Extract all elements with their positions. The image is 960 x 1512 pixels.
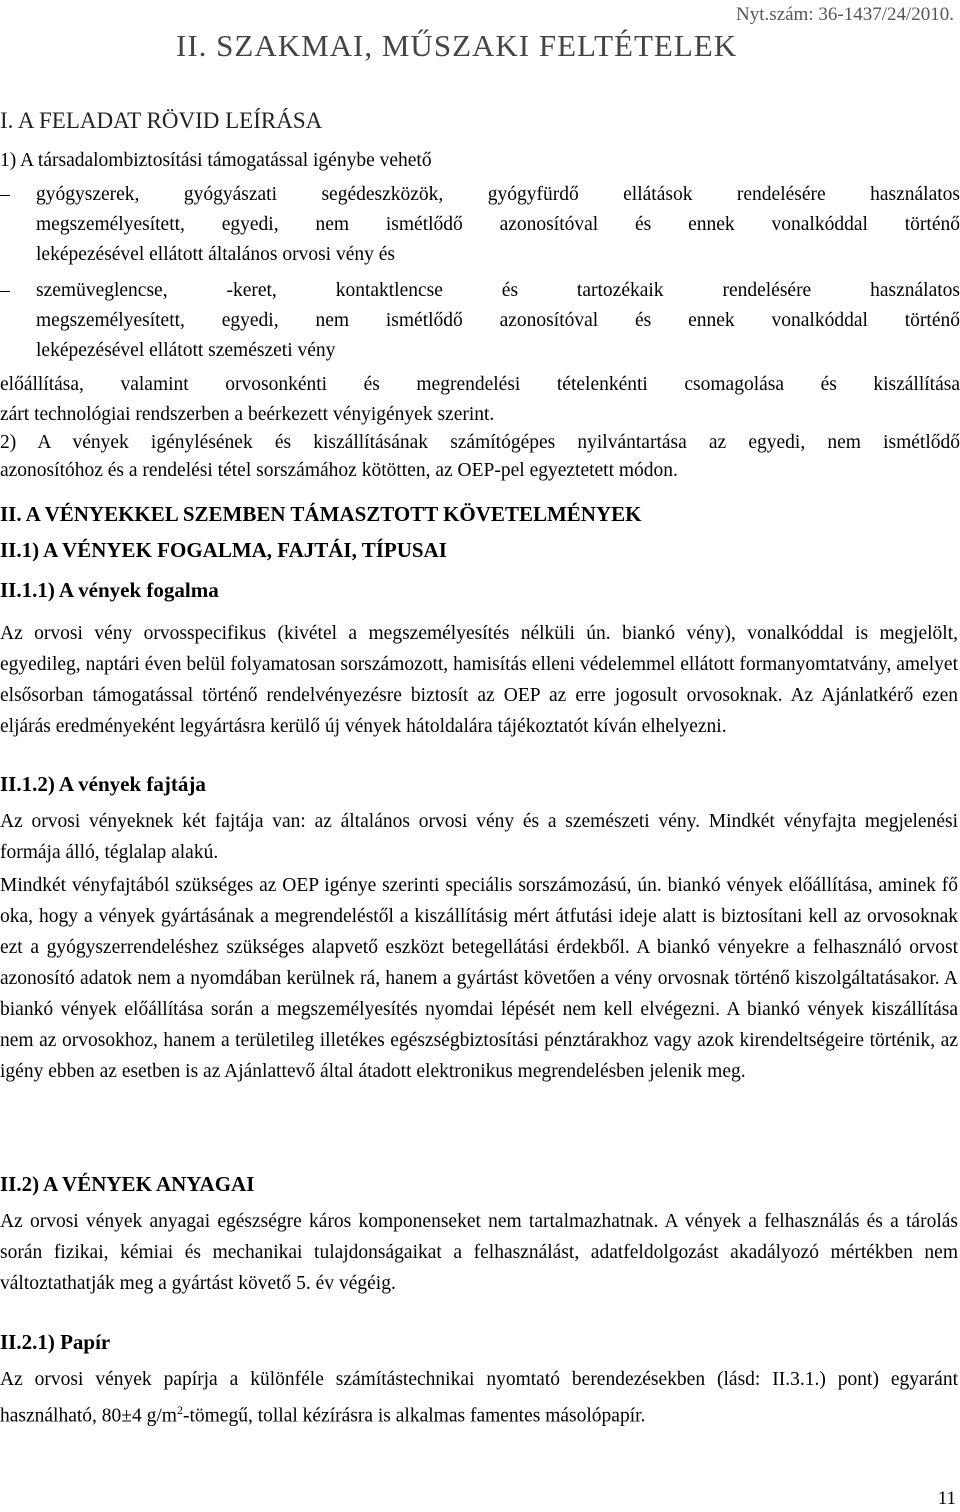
subheading: II.1) A VÉNYEK FOGALMA, FAJTÁI, TÍPUSAI xyxy=(0,538,447,562)
intro-line: 1) A társadalombiztosítási támogatással igénybe vehető xyxy=(0,150,432,171)
paragraph: Az orvosi vények anyagai egészségre káros komponenseket nem tartalmazhatnak. A vények a felhasználás és a tárolás során fizikai, kémiai és mechanikai tulajdonságaikat a felhasználást, adatfeldolgozást akadályozó mértékben nem változtathatják meg a gyártást követő 5. év végéig. xyxy=(0,1211,958,1294)
paragraph: Az orvosi vényeknek két fajtája van: az általános orvosi vény és a szemészeti vény. Mindkét vényfajta megjelenési formája álló, téglalap alakú. xyxy=(0,811,958,863)
paragraph: Az orvosi vény orvosspecifikus (kivétel a megszemélyesítés nélküli ún. biankó vény), vonalkóddal is megjelölt, egyedileg, naptári éven belül folyamatosan sorszámozott, hamisítás elleni védelemmel ellátott formanyomtatvány, amelyet elsősorban támogatással történő rendelvényezésre biztosít az OEP az erre jogosult orvosoknak. Az Ajánlatkérő ezen eljárás eredményeként legyártásra kerülő új vények hátoldalára tájékoztatót kíván elhelyezni. xyxy=(0,623,958,737)
body-line: zárt technológiai rendszerben a beérkezett vényigények szerint. xyxy=(0,404,495,425)
document-title: II. SZAKMAI, MŰSZAKI FELTÉTELEK xyxy=(176,28,738,63)
list-item-line: megszemélyesített, egyedi, nem ismétlődő azonosítóval és ennek vonalkóddal történő xyxy=(36,310,960,331)
subheading: II.2.1) Papír xyxy=(0,1330,111,1354)
list-item-line: szemüveglencse, -keret, kontaktlencse és tartozékaik rendelésére használatos xyxy=(36,280,960,301)
superscript: 2 xyxy=(176,1403,183,1417)
body-line: 2) A vények igénylésének és kiszállításának számítógépes nyilvántartása az egyedi, nem ismétlődő xyxy=(0,432,960,453)
paragraph-text: Az orvosi vények papírja a különféle számítástechnikai nyomtató berendezésekben (lásd: II.3.1.) pont) egyaránt használható, 80±4 g/m xyxy=(0,1369,958,1427)
paragraph-text: -tömegű, tollal kézírásra is alkalmas famentes másolópapír. xyxy=(182,1405,646,1427)
list-item-line: megszemélyesített, egyedi, nem ismétlődő azonosítóval és ennek vonalkóddal történő xyxy=(36,214,960,235)
paragraph: Mindkét vényfajtából szükséges az OEP igénye szerinti speciális sorszámozású, ún. biankó vények előállítása, aminek fő oka, hogy a vények gyártásának a megrendeléstől a kiszállításig mért átfutási ideje alatt is biztosítani kell az orvosoknak ezt a gyógyszerrendeléshez szükséges alapvető eszközt betegellátási érdekből. A biankó vényekre a felhasználó orvost azonosító adatok nem a nyomdában kerülnek rá, hanem a gyártást követően a vény orvosnak történő kiszolgáltatásakor. A biankó vények előállítása során a megszemélyesítés nyomdai lépését nem kell elvégezni. A biankó vények kiszállítása nem az orvosokhoz, hanem a területileg illetékes egészségbiztosítási pénztárakhoz vagy azok kirendeltségeire történik, az igény ebben az esetben is az Ajánlattevő által átadott elektronikus megrendelésben jelenik meg. xyxy=(0,875,958,1082)
list-item-line: leképezésével ellátott szemészeti vény xyxy=(36,340,336,361)
body-line: azonosítóhoz és a rendelési tétel sorszámához kötötten, az OEP-pel egyeztetett módon. xyxy=(0,460,678,481)
subheading: II.1.1) A vények fogalma xyxy=(0,578,219,602)
body-line: előállítása, valamint orvosonkénti és megrendelési tételenkénti csomagolása és kiszállítása xyxy=(0,374,960,395)
reference-number: Nyt.szám: 36-1437/24/2010. xyxy=(736,4,954,25)
subheading: II.2) A VÉNYEK ANYAGAI xyxy=(0,1172,255,1196)
list-item-line: leképezésével ellátott általános orvosi vény és xyxy=(36,244,395,265)
subheading: II.1.2) A vények fajtája xyxy=(0,772,206,796)
section-heading-1: I. A FELADAT RÖVID LEÍRÁSA xyxy=(0,108,323,133)
paragraph xyxy=(0,1364,958,1432)
dash-bullet: – xyxy=(0,184,10,205)
page-number: 11 xyxy=(937,1488,956,1509)
list-item-line: gyógyszerek, gyógyászati segédeszközök, gyógyfürdő ellátások rendelésére használatos xyxy=(36,184,960,205)
section-heading-2: II. A VÉNYEKKEL SZEMBEN TÁMASZTOTT KÖVETELMÉNYEK xyxy=(0,502,642,526)
dash-bullet: – xyxy=(0,280,10,301)
